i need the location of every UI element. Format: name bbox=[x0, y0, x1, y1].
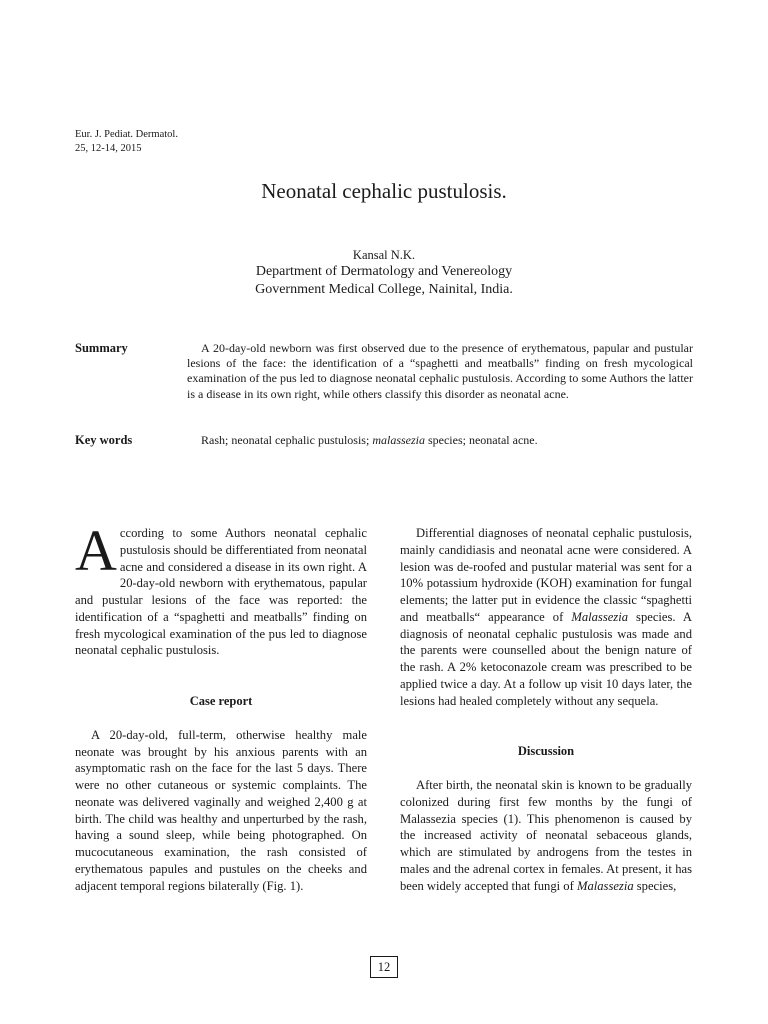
keywords-italic: malassezia bbox=[372, 433, 425, 447]
affiliation-department: Department of Dermatology and Venereology bbox=[255, 264, 513, 279]
discussion-text-before: After birth, the neonatal skin is known to be gradually colonized during first few months by the fungi of Malassezia species (1). This phenomenon is caused by the increased activity of neonatal sebaceous glands, which are stimulated by androgens from the testes in males and the adrenal cortex in females. At present, it has been widely accepted that fungi of bbox=[400, 778, 692, 893]
journal-volume: 25, 12-14, 2015 bbox=[75, 143, 142, 154]
article-title: Neonatal cephalic pustulosis. bbox=[261, 179, 507, 203]
keywords-before: Rash; neonatal cephalic pustulosis; bbox=[201, 433, 373, 447]
keywords-text bbox=[187, 433, 693, 448]
intro-text: ccording to some Authors neonatal cephalic pustulosis should be differentiated from neonatal acne and considered a disease in its own right. A 20-day-old newborn with erythematous, papular and pustular lesions of the face was reported: the identification of a “spaghetti and meatballs” finding on fresh mycological examination of the pus led to diagnose neonatal cephalic pustulosis. bbox=[75, 526, 367, 658]
discussion-heading: Discussion bbox=[517, 744, 575, 759]
case-report-text: A 20-day-old, full-term, otherwise healthy male neonate was brought by his anxious parents with an asymptomatic rash on the face for the last 5 days. There were no other cutaneous or systemic complaints. The neonate was delivered vaginally and weighed 2,400 g at birth. The child was healthy and unperturbed by the rash, having a sound sleep, while being photographed. On mucocutaneous examination, the rash consisted of erythematous papules and pustules on the cheeks and adjacent temporal regions bilaterally (Fig. 1). bbox=[75, 727, 367, 893]
author-name: Kansal N.K. bbox=[352, 248, 416, 262]
differential-italic: Malassezia bbox=[571, 609, 628, 624]
differential-paragraph bbox=[400, 525, 692, 709]
differential-text-after: species. A diagnosis of neonatal cephalic pustulosis was made and the parents were counselled about the benign nature of the rash. A 2% ketoconazole cream was prescribed to be applied twice a day. At a follow up visit 10 days later, the lesions had healed completely without any sequela. bbox=[400, 609, 692, 708]
journal-citation bbox=[75, 128, 178, 156]
intro-paragraph bbox=[75, 518, 367, 659]
summary-label: Summary bbox=[75, 341, 128, 355]
discussion-paragraph bbox=[400, 777, 692, 894]
affiliation-institution: Government Medical College, Nainital, India. bbox=[255, 282, 513, 297]
case-report-heading: Case report bbox=[189, 694, 253, 708]
summary-text: A 20-day-old newborn was first observed due to the presence of erythematous, papular and pustular lesions of the face: the identification of a “spaghetti and meatballs” finding on fresh mycological examination of the pus led to diagnose neonatal cephalic pustulosis. According to some Authors the latter is a disease in its own right, while others classify this disorder as neonatal acne. bbox=[187, 341, 693, 401]
page-number: 12 bbox=[370, 956, 398, 978]
discussion-italic: Malassezia bbox=[576, 878, 634, 893]
keywords-label: Key words bbox=[75, 433, 133, 447]
right-column bbox=[400, 525, 692, 894]
author-block bbox=[0, 247, 768, 299]
journal-name: Eur. J. Pediat. Dermatol. bbox=[75, 129, 178, 140]
discussion-text-after: species, bbox=[633, 878, 677, 893]
drop-cap: A bbox=[75, 518, 117, 583]
left-column bbox=[75, 518, 367, 894]
keywords-after: species; neonatal acne. bbox=[424, 433, 538, 447]
differential-text-before: Differential diagnoses of neonatal cephalic pustulosis, mainly candidiasis and neonatal acne were considered. A lesion was de-roofed and pustular material was sent for a 10% potassium hydroxide (KOH) examination for fungal elements; the latter put in evidence the classic “spaghetti and meatballs“ appearance of bbox=[400, 526, 692, 624]
